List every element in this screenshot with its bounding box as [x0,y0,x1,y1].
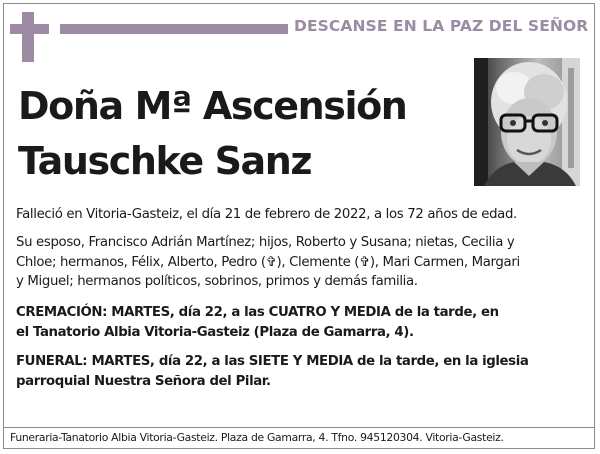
deceased-name-line1: Doña Mª Ascensión [18,84,407,128]
funeral-home-footer: Funeraria-Tanatorio Albia Vitoria-Gasteiz. Plaza de Gamarra, 4. Tfno. 945120304. Vitoria-Gasteiz. [10,431,504,444]
cremation-line: CREMACIÓN: MARTES, día 22, a las CUATRO Y MEDIA de la tarde, en [16,305,499,320]
cross-icon [22,12,34,62]
funeral-line: FUNERAL: MARTES, día 22, a las SIETE Y MEDIA de la tarde, en la iglesia [16,354,529,369]
family-line: Su esposo, Francisco Adrián Martínez; hijos, Roberto y Susana; nietas, Cecilia y [16,235,515,250]
header-rule [60,24,288,34]
family-line: Chloe; hermanos, Félix, Alberto, Pedro (✞), Clemente (✞), Mari Carmen, Margari [16,254,520,270]
cross-icon-bar [10,24,49,34]
death-notice: Falleció en Vitoria-Gasteiz, el día 21 de febrero de 2022, a los 72 años de edad. [16,207,517,222]
family-list [16,233,586,292]
portrait-photo [474,58,580,186]
footer-divider [3,427,595,428]
cremation-line: el Tanatorio Albia Vitoria-Gasteiz (Plaza de Gamarra, 4). [16,324,414,340]
header-title: DESCANSE EN LA PAZ DEL SEÑOR [294,17,589,35]
funeral-info [16,352,586,391]
funeral-line: parroquial Nuestra Señora del Pilar. [16,373,271,389]
family-line: y Miguel; hermanos políticos, sobrinos, primos y demás familia. [16,274,418,290]
cremation-info [16,303,586,342]
deceased-name-line2: Tauschke Sanz [18,139,312,183]
